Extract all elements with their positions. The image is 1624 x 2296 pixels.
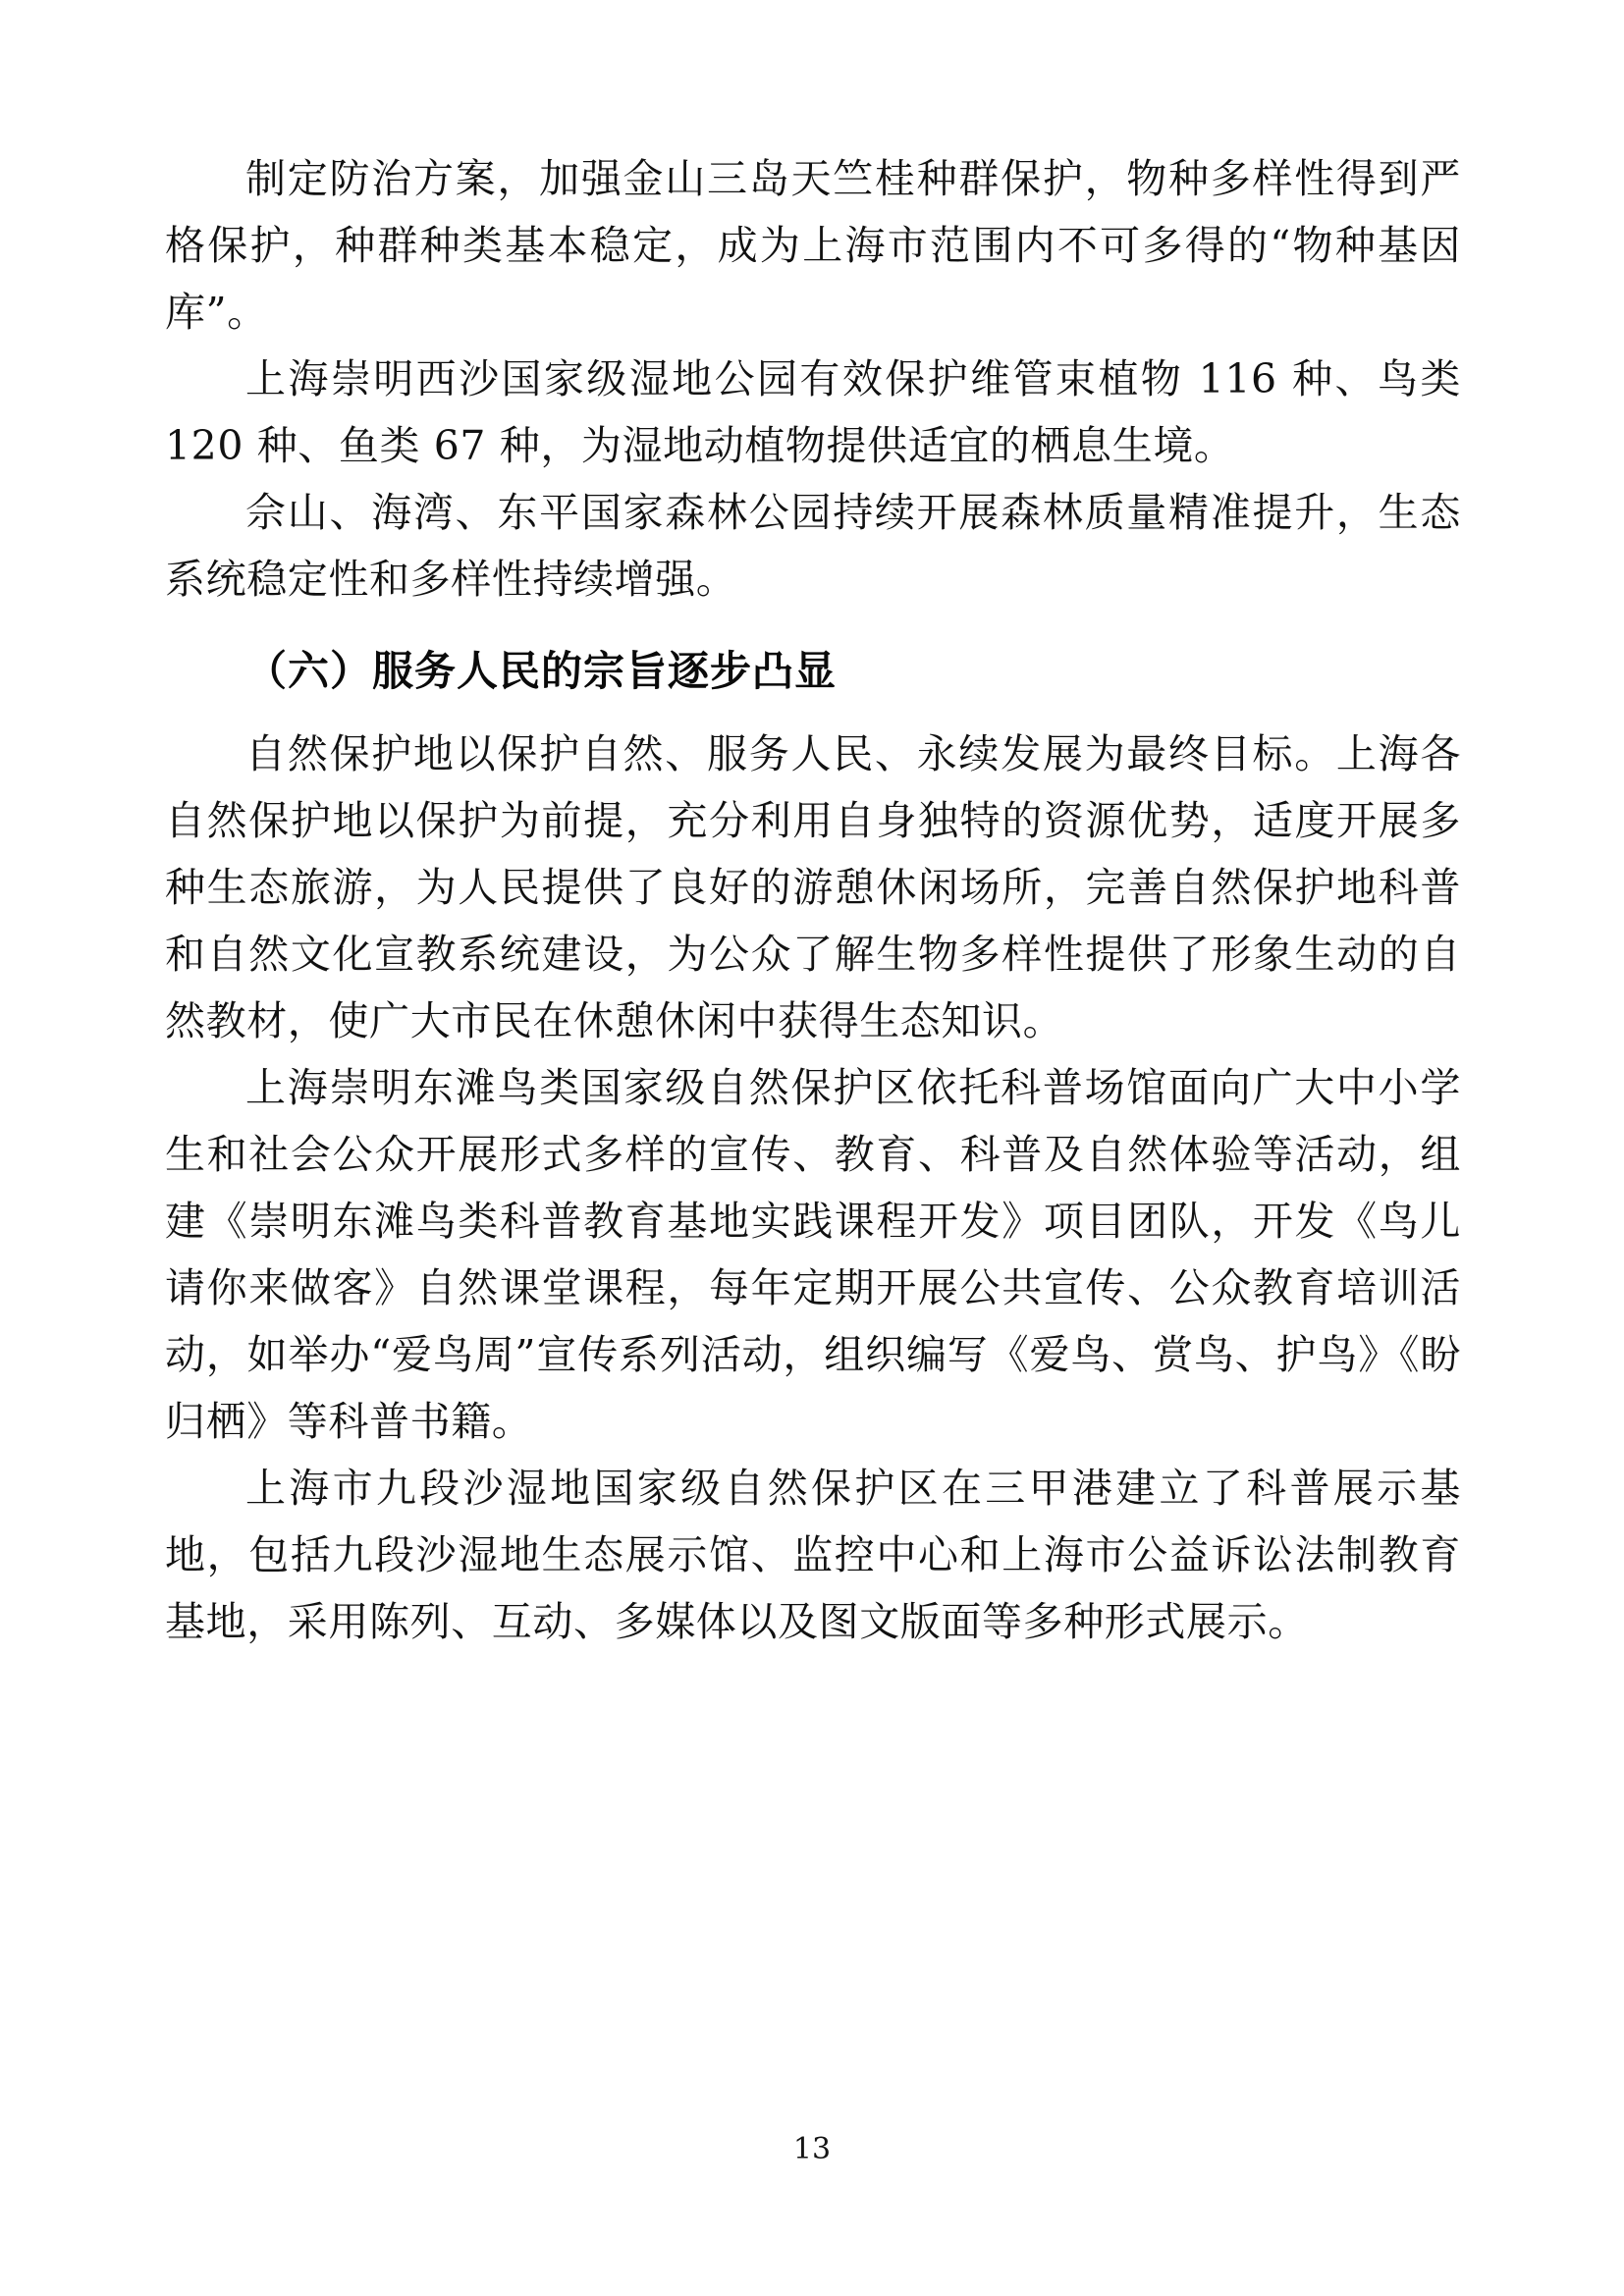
paragraph-chongming-xisha: 上海崇明西沙国家级湿地公园有效保护维管束植物 116 种、鸟类 120 种、鱼类 67 种，为湿地动植物提供适宜的栖息生境。: [165, 355, 1461, 469]
paragraph-chongming-dongtan: 上海崇明东滩鸟类国家级自然保护区依托科普场馆面向广大中小学生和社会公众开展形式多样的宣传、教育、科普及自然体验等活动，组建《崇明东滩鸟类科普教育基地实践课程开发》项目团队，开发《鸟儿请你来做客》自然课堂课程，每年定期开展公共宣传、公众教育培训活动，如举办“爱鸟周”宣传系列活动，组织编写《爱鸟、赏鸟、护鸟》《盼归栖》等科普书籍。: [165, 1064, 1461, 1445]
section-heading: （六）服务人民的宗旨逐步凸显: [245, 647, 838, 695]
paragraph-jiuduansha: 上海市九段沙湿地国家级自然保护区在三甲港建立了科普展示基地，包括九段沙湿地生态展示馆、监控中心和上海市公益诉讼法制教育基地，采用陈列、互动、多媒体以及图文版面等多种形式展示。: [165, 1465, 1461, 1645]
paragraph-ziranbaohudi-zongzhi: 自然保护地以保护自然、服务人民、永续发展为最终目标。上海各自然保护地以保护为前提，充分利用自身独特的资源优势，适度开展多种生态旅游，为人民提供了良好的游憩休闲场所，完善自然保护地科普和自然文化宣教系统建设，为公众了解生物多样性提供了形象生动的自然教材，使广大市民在休憩休闲中获得生态知识。: [165, 730, 1461, 1044]
paragraph-sheshan-haiwan-dongping: 佘山、海湾、东平国家森林公园持续开展森林质量精准提升，生态系统稳定性和多样性持续增强。: [165, 489, 1461, 603]
page-content: [165, 145, 1461, 1655]
paragraph-jinshan-sandao: 制定防治方案，加强金山三岛天竺桂种群保护，物种多样性得到严格保护，种群种类基本稳定，成为上海市范围内不可多得的“物种基因库”。: [165, 155, 1461, 336]
page-number: 13: [792, 2132, 832, 2166]
